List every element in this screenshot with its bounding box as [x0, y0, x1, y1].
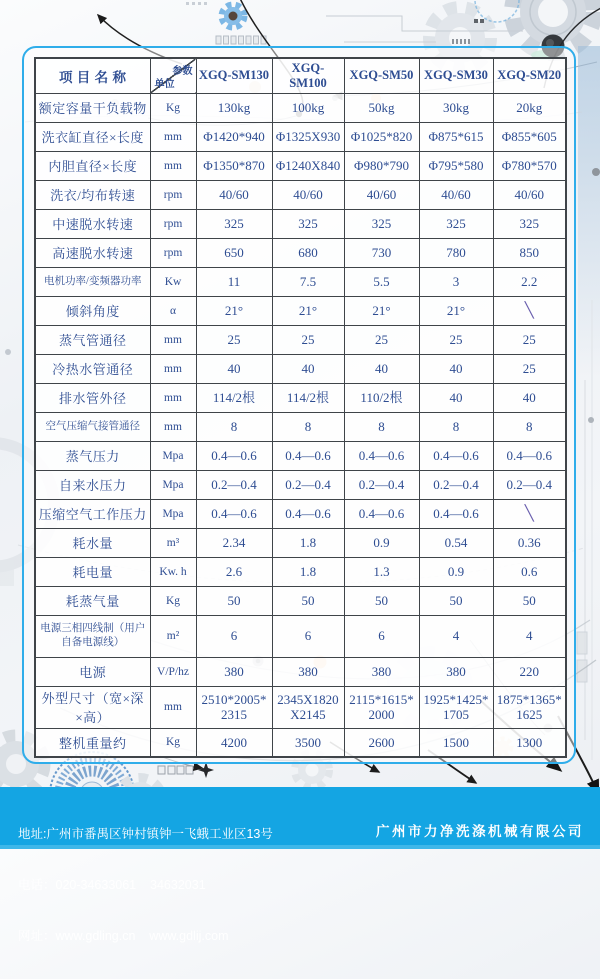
cell-value: 3 — [419, 267, 493, 296]
row-unit: Mpa — [150, 441, 196, 470]
row-label: 额定容量干负载物 — [35, 93, 150, 122]
cell-value: 5.5 — [344, 267, 419, 296]
cell-value: 2115*1615*2000 — [344, 686, 419, 728]
row-unit: rpm — [150, 180, 196, 209]
cell-value: 25 — [272, 325, 344, 354]
cell-value: 380 — [419, 657, 493, 686]
row-unit: Kg — [150, 586, 196, 615]
row-label: 耗电量 — [35, 557, 150, 586]
cell-value: 40 — [344, 354, 419, 383]
cell-value: 114/2根 — [196, 383, 272, 412]
cell-value: 0.54 — [419, 528, 493, 557]
cell-value: 50 — [493, 586, 566, 615]
row-label: 排水管外径 — [35, 383, 150, 412]
header-item-name: 项 目 名 称 — [35, 58, 150, 93]
cell-value: 850 — [493, 238, 566, 267]
row-unit: mm — [150, 412, 196, 441]
cell-value: 0.4—0.6 — [344, 441, 419, 470]
cell-value: 1925*1425*1705 — [419, 686, 493, 728]
cell-value: 25 — [344, 325, 419, 354]
row-unit: mm — [150, 325, 196, 354]
gear-icon-blue — [222, 5, 244, 27]
row-unit: Mpa — [150, 470, 196, 499]
cell-value: 0.4—0.6 — [196, 499, 272, 528]
cell-value: 40 — [493, 383, 566, 412]
footer-bar — [0, 787, 600, 943]
table-row — [35, 586, 566, 615]
row-unit: m² — [150, 615, 196, 657]
table-row — [35, 151, 566, 180]
cell-value: 8 — [419, 412, 493, 441]
spec-panel — [22, 46, 576, 764]
cell-value: 130kg — [196, 93, 272, 122]
header-model-4: XGQ-SM30 — [419, 58, 493, 93]
cell-value: 25 — [196, 325, 272, 354]
row-unit: Kg — [150, 728, 196, 757]
table-row — [35, 657, 566, 686]
table-row — [35, 238, 566, 267]
table-row — [35, 296, 566, 325]
cell-value: Φ1325X930 — [272, 122, 344, 151]
cell-value: Φ1420*940 — [196, 122, 272, 151]
cell-value: 110/2根 — [344, 383, 419, 412]
cell-value: 2600 — [344, 728, 419, 757]
header-param-unit — [150, 58, 196, 93]
cell-value: 6 — [272, 615, 344, 657]
cell-value: 1.8 — [272, 557, 344, 586]
cell-value: 325 — [493, 209, 566, 238]
table-row — [35, 180, 566, 209]
row-unit: rpm — [150, 209, 196, 238]
cell-value: 40 — [272, 354, 344, 383]
row-label: 压缩空气工作压力 — [35, 499, 150, 528]
table-row — [35, 93, 566, 122]
header-model-1: XGQ-SM130 — [196, 58, 272, 93]
row-unit: Kg — [150, 93, 196, 122]
footer-website: 网址：www.gdling.cn www.gdlij.com — [18, 929, 229, 943]
footer-phone: 电话：020-34633061 34632031 — [18, 878, 206, 892]
table-row — [35, 122, 566, 151]
table-row — [35, 686, 566, 728]
cell-value: Φ795*580 — [419, 151, 493, 180]
cell-value: 40/60 — [196, 180, 272, 209]
cell-value: 2.2 — [493, 267, 566, 296]
cell-value: ╲ — [493, 296, 566, 325]
table-row — [35, 470, 566, 499]
cell-value: 40/60 — [272, 180, 344, 209]
cell-value: 380 — [344, 657, 419, 686]
cell-value: 100kg — [272, 93, 344, 122]
cell-value: ╲ — [493, 499, 566, 528]
header-model-5: XGQ-SM20 — [493, 58, 566, 93]
cell-value: 0.4—0.6 — [272, 441, 344, 470]
spec-table — [34, 57, 567, 758]
row-label: 电机功率/变频器功率 — [35, 267, 150, 296]
cell-value: 50kg — [344, 93, 419, 122]
table-row — [35, 267, 566, 296]
cell-value: 1500 — [419, 728, 493, 757]
row-label: 高速脱水转速 — [35, 238, 150, 267]
cell-value: 6 — [344, 615, 419, 657]
cell-value: 21° — [196, 296, 272, 325]
cell-value: 0.9 — [344, 528, 419, 557]
row-label: 外型尺寸（宽×深×高） — [35, 686, 150, 728]
cell-value: 220 — [493, 657, 566, 686]
cell-value: 2.6 — [196, 557, 272, 586]
row-unit: Mpa — [150, 499, 196, 528]
cell-value: 0.2—0.4 — [419, 470, 493, 499]
row-label: 内胆直径×长度 — [35, 151, 150, 180]
cell-value: 40 — [419, 354, 493, 383]
cell-value: 0.2—0.4 — [272, 470, 344, 499]
table-row — [35, 615, 566, 657]
cell-value: 0.9 — [419, 557, 493, 586]
cell-value: 325 — [344, 209, 419, 238]
cell-value: 25 — [493, 325, 566, 354]
cell-value: 40 — [419, 383, 493, 412]
cell-value: 0.2—0.4 — [196, 470, 272, 499]
row-unit: α — [150, 296, 196, 325]
cell-value: 0.4—0.6 — [196, 441, 272, 470]
row-label: 空气压缩气接管通径 — [35, 412, 150, 441]
cell-value: 4 — [493, 615, 566, 657]
cell-value: 0.4—0.6 — [344, 499, 419, 528]
header-model-3: XGQ-SM50 — [344, 58, 419, 93]
cell-value: Φ780*570 — [493, 151, 566, 180]
cell-value: 30kg — [419, 93, 493, 122]
table-row — [35, 441, 566, 470]
cell-value: 6 — [196, 615, 272, 657]
cell-value: 325 — [419, 209, 493, 238]
cell-value: Φ1025*820 — [344, 122, 419, 151]
diagonal-label-bottom: 单位 — [154, 78, 175, 90]
cell-value: 50 — [272, 586, 344, 615]
cell-value: 0.2—0.4 — [493, 470, 566, 499]
cell-value: 2510*2005*2315 — [196, 686, 272, 728]
row-label: 整机重量约 — [35, 728, 150, 757]
table-row — [35, 557, 566, 586]
row-unit: Kw. h — [150, 557, 196, 586]
table-header-row — [35, 58, 566, 93]
footer-company-name: 广州市力净洗涤机械有限公司 — [376, 824, 584, 839]
row-unit: V/P/hz — [150, 657, 196, 686]
cell-value: 21° — [344, 296, 419, 325]
cell-value: 0.36 — [493, 528, 566, 557]
row-unit: mm — [150, 122, 196, 151]
cell-value: 0.4—0.6 — [419, 499, 493, 528]
cell-value: 3500 — [272, 728, 344, 757]
cell-value: 1300 — [493, 728, 566, 757]
cell-value: 0.4—0.6 — [419, 441, 493, 470]
cell-value: 7.5 — [272, 267, 344, 296]
cell-value: 40 — [196, 354, 272, 383]
row-label: 耗水量 — [35, 528, 150, 557]
row-label: 冷热水管通径 — [35, 354, 150, 383]
cell-value: 0.6 — [493, 557, 566, 586]
row-unit: mm — [150, 686, 196, 728]
row-label: 洗衣缸直径×长度 — [35, 122, 150, 151]
cell-value: 4200 — [196, 728, 272, 757]
footer-address: 地址:广州市番禺区钟村镇钟一飞蛾工业区13号 — [18, 827, 273, 841]
table-row — [35, 412, 566, 441]
cell-value: 1.3 — [344, 557, 419, 586]
cell-value: 8 — [493, 412, 566, 441]
row-unit: mm — [150, 151, 196, 180]
diagonal-label-top: 参数 — [172, 66, 193, 77]
table-row — [35, 209, 566, 238]
table-row — [35, 528, 566, 557]
row-label: 电源三相四线制（用户自备电源线） — [35, 615, 150, 657]
cell-value: Φ1240X840 — [272, 151, 344, 180]
cell-value: Φ875*615 — [419, 122, 493, 151]
cell-value: 325 — [196, 209, 272, 238]
footer-contact-lines — [18, 792, 273, 979]
cell-value: 730 — [344, 238, 419, 267]
cell-value: 20kg — [493, 93, 566, 122]
cell-value: 2345X1820X2145 — [272, 686, 344, 728]
row-label: 电源 — [35, 657, 150, 686]
row-label: 自来水压力 — [35, 470, 150, 499]
cell-value: 25 — [493, 354, 566, 383]
cell-value: 0.4—0.6 — [272, 499, 344, 528]
row-unit: mm — [150, 354, 196, 383]
cell-value: 40/60 — [344, 180, 419, 209]
cell-value: 780 — [419, 238, 493, 267]
row-unit: rpm — [150, 238, 196, 267]
table-row — [35, 499, 566, 528]
cell-value: 380 — [196, 657, 272, 686]
cell-value: Φ1350*870 — [196, 151, 272, 180]
cell-value: 8 — [196, 412, 272, 441]
row-unit: mm — [150, 383, 196, 412]
cell-value: 50 — [344, 586, 419, 615]
cell-value: 11 — [196, 267, 272, 296]
table-row — [35, 325, 566, 354]
row-label: 蒸气压力 — [35, 441, 150, 470]
cell-value: Φ980*790 — [344, 151, 419, 180]
cell-value: 1.8 — [272, 528, 344, 557]
cell-value: 0.4—0.6 — [493, 441, 566, 470]
cell-value: 40/60 — [493, 180, 566, 209]
cell-value: 114/2根 — [272, 383, 344, 412]
row-label: 倾斜角度 — [35, 296, 150, 325]
cell-value: 21° — [272, 296, 344, 325]
row-label: 中速脱水转速 — [35, 209, 150, 238]
cell-value: 50 — [419, 586, 493, 615]
cell-value: 8 — [272, 412, 344, 441]
table-row — [35, 383, 566, 412]
cell-value: 25 — [419, 325, 493, 354]
cell-value: 21° — [419, 296, 493, 325]
row-unit: m³ — [150, 528, 196, 557]
table-row — [35, 728, 566, 757]
cell-value: 0.2—0.4 — [344, 470, 419, 499]
header-model-2: XGQ-SM100 — [272, 58, 344, 93]
cell-value: 8 — [344, 412, 419, 441]
row-label: 耗蒸气量 — [35, 586, 150, 615]
cell-value: 50 — [196, 586, 272, 615]
cell-value: Φ855*605 — [493, 122, 566, 151]
row-label: 蒸气管通径 — [35, 325, 150, 354]
cell-value: 40/60 — [419, 180, 493, 209]
row-label: 洗衣/均布转速 — [35, 180, 150, 209]
cell-value: 380 — [272, 657, 344, 686]
row-unit: Kw — [150, 267, 196, 296]
cell-value: 4 — [419, 615, 493, 657]
cell-value: 650 — [196, 238, 272, 267]
cell-value: 1875*1365*1625 — [493, 686, 566, 728]
table-row — [35, 354, 566, 383]
cell-value: 325 — [272, 209, 344, 238]
cell-value: 2.34 — [196, 528, 272, 557]
cell-value: 680 — [272, 238, 344, 267]
